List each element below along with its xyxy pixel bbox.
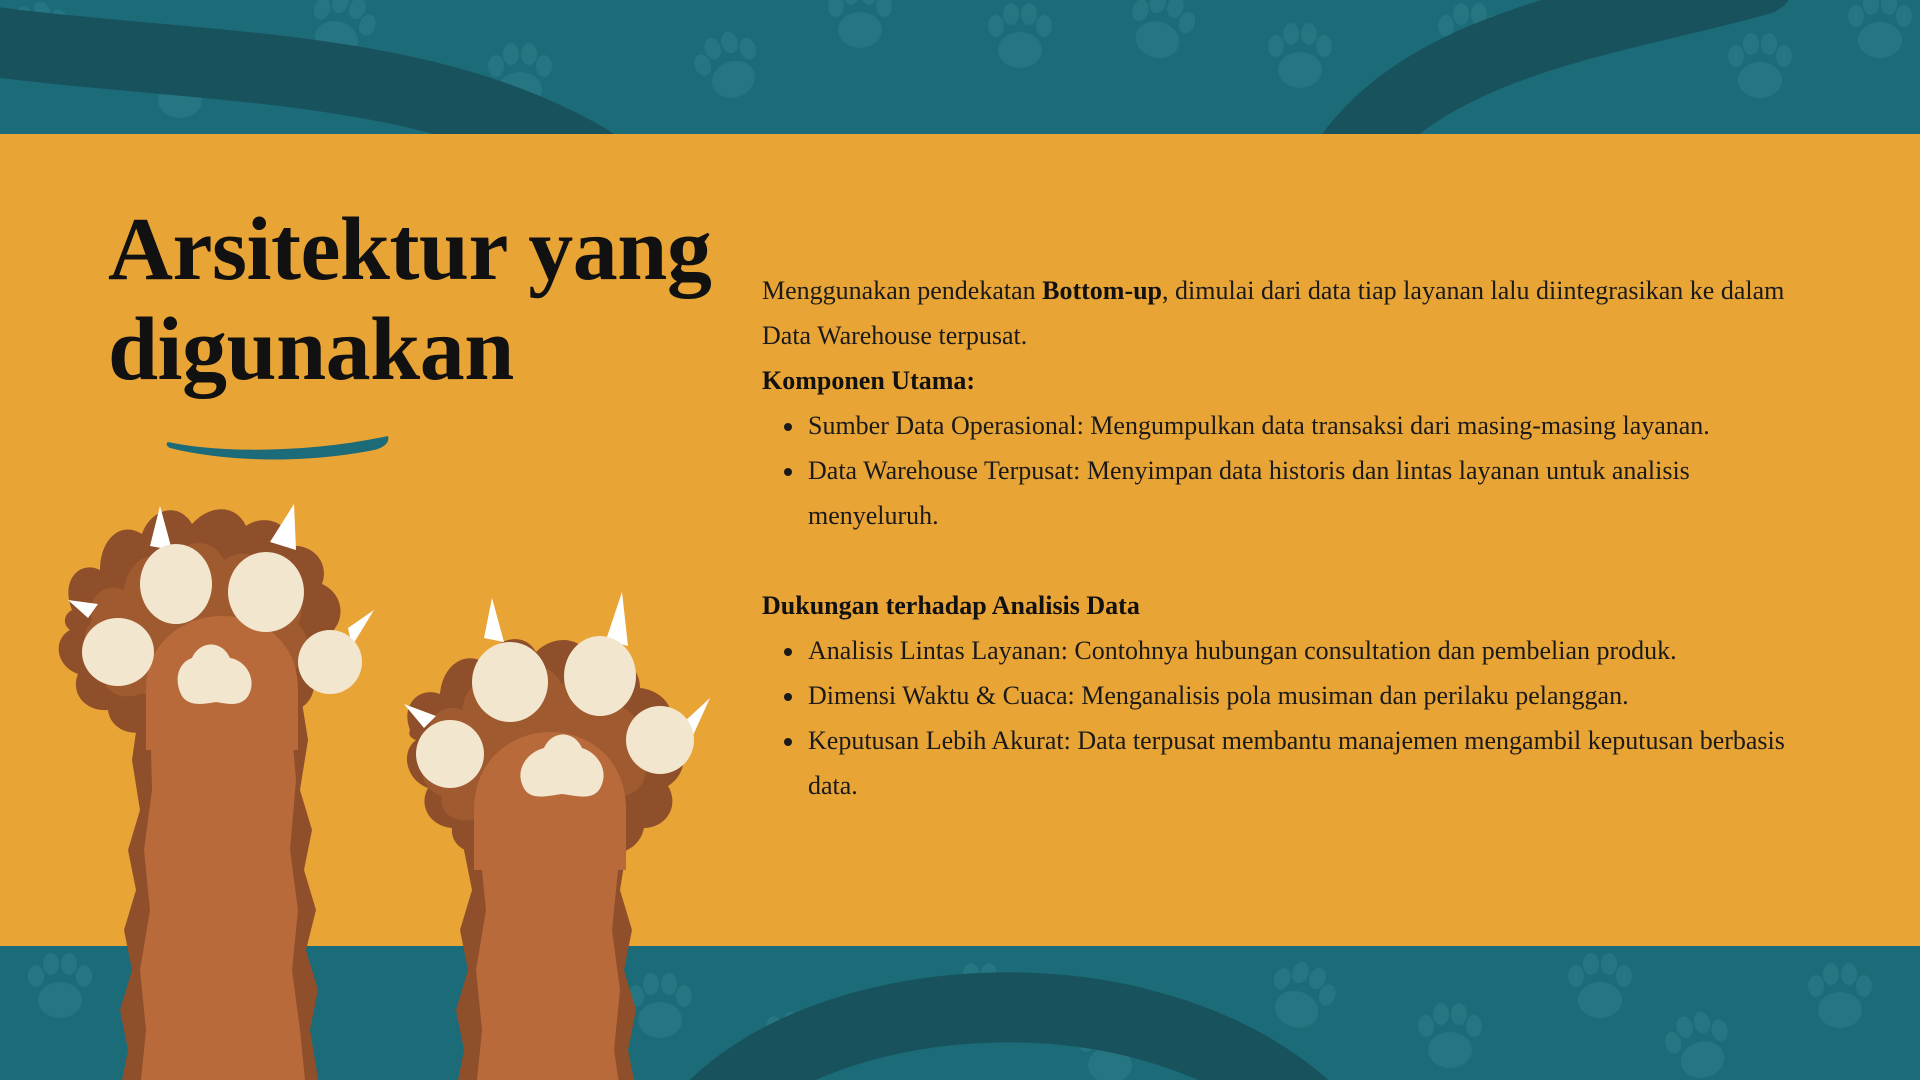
list-item: • Dimensi Waktu & Cuaca: Menganalisis pola musiman dan perilaku pelanggan. [806, 673, 1822, 718]
list-item: • Analisis Lintas Layanan: Contohnya hubungan consultation dan pembelian produk. [806, 628, 1822, 673]
content-text [762, 268, 1822, 808]
section-heading-komponen: Komponen Utama: [762, 366, 976, 395]
intro-bold-term: Bottom-up [1042, 276, 1163, 305]
slide-title: Arsitektur yang digunakan [108, 200, 712, 399]
list-item: • Keputusan Lebih Akurat: Data terpusat membantu manajemen mengambil keputusan berbasis data. [806, 718, 1822, 808]
list-item: • Sumber Data Operasional: Mengumpulkan data transaksi dari masing-masing layanan. [806, 403, 1822, 448]
spacer [762, 538, 1822, 583]
list-item: • Data Warehouse Terpusat: Menyimpan data historis dan lintas layanan untuk analisis menyeluruh. [806, 448, 1822, 538]
brush-underline-icon [164, 430, 394, 466]
dukungan-list [762, 628, 1822, 808]
komponen-list [762, 403, 1822, 538]
intro-paragraph: Menggunakan pendekatan Bottom-up, dimulai dari data tiap layanan lalu diintegrasikan ke dalam Data Warehouse terpusat. [762, 276, 1785, 350]
cat-paws-illustration [0, 490, 740, 1080]
section-heading-dukungan: Dukungan terhadap Analisis Data [762, 591, 1140, 620]
